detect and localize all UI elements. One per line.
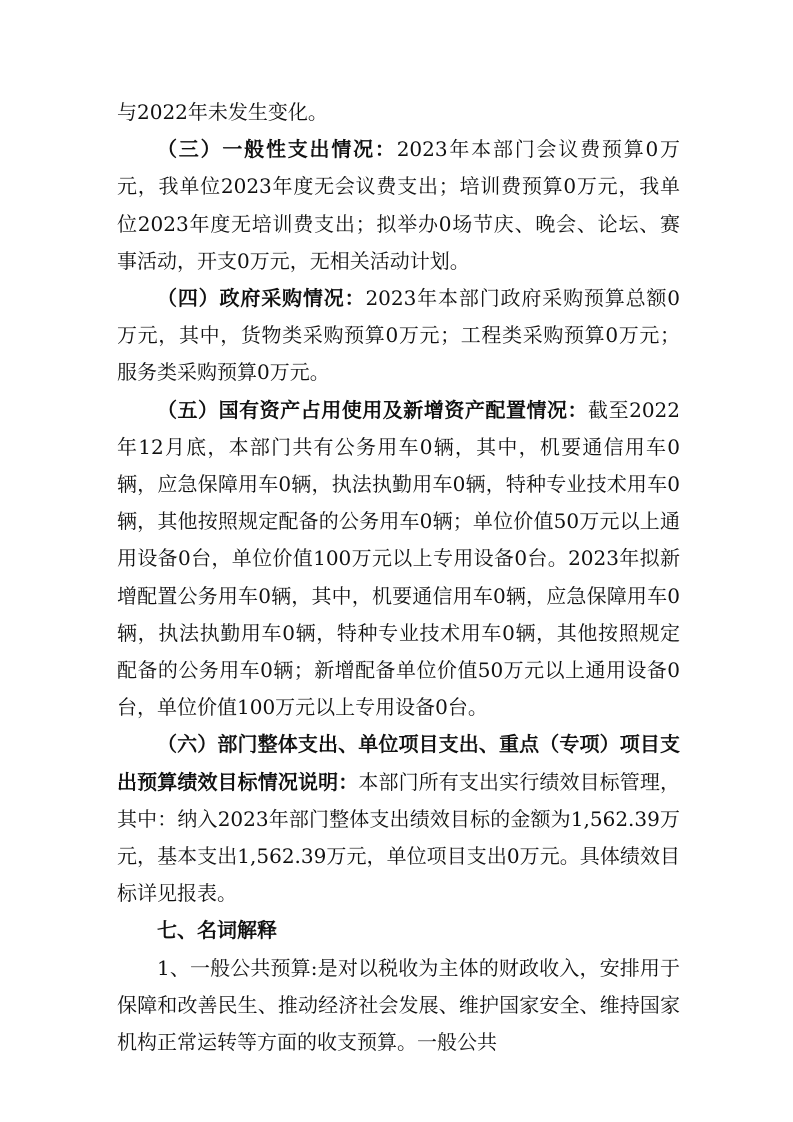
paragraph-government-procurement <box>117 280 680 392</box>
paragraph-text: 1、一般公共预算:是对以税收为主体的财政收入，安排用于保障和改善民生、推动经济社会发展、维护国家安全、维持国家机构正常运转等方面的收支预算。一般公共 <box>117 955 680 1055</box>
paragraph-text: 2023年本部门会议费预算0万元，我单位2023年度无会议费支出；培训费预算0万元，我单位2023年度无培训费支出；拟举办0场节庆、晚会、论坛、赛事活动，开支0万元，无相关活动计划。 <box>117 137 680 273</box>
paragraph-text: 2023年本部门政府采购预算总额0万元，其中，货物类采购预算0万元；工程类采购预算0万元；服务类采购预算0万元。 <box>117 286 681 385</box>
paragraph-continuation <box>117 94 680 131</box>
heading-glossary <box>117 912 680 949</box>
paragraph-text: 与2022年未发生变化。 <box>117 100 328 124</box>
paragraph-glossary-item <box>117 950 680 1062</box>
section-heading: （三）一般性支出情况： <box>157 137 397 162</box>
paragraph-state-assets <box>117 392 680 727</box>
paragraph-performance-targets <box>117 726 680 912</box>
section-heading: （四）政府采购情况： <box>157 286 366 311</box>
paragraph-text: 截至2022年12月底，本部门共有公务用车0辆，其中，机要通信用车0辆，应急保障用车0辆，执法执勤用车0辆，特种专业技术用车0辆，其他按照规定配备的公务用车0辆；单位价值50万元以上通用设备0台，单位价值100万元以上专用设备0台。2023年拟新增配置公务用车0辆，其中，机要通信用车0辆，应急保障用车0辆，执法执勤用车0辆，特种专业技术用车0辆，其他按照规定配备的公务用车0辆；新增配备单位价值50万元以上通用设备0台，单位价值100万元以上专用设备0台。 <box>117 397 680 720</box>
paragraph-text: 本部门所有支出实行绩效目标管理，其中：纳入2023年部门整体支出绩效目标的金额为1,562.39万元，基本支出1,562.39万元，单位项目支出0万元。具体绩效目标详见报表。 <box>117 769 681 906</box>
chapter-heading: 七、名词解释 <box>157 918 277 943</box>
section-heading: （五）国有资产占用使用及新增资产配置情况： <box>157 397 589 422</box>
document-body <box>117 94 680 1061</box>
section-heading: （六）部门整体支出、单位项目支出、重点（专项）项目支出预算绩效目标情况说明： <box>117 732 680 794</box>
paragraph-general-expenditure <box>117 131 680 280</box>
